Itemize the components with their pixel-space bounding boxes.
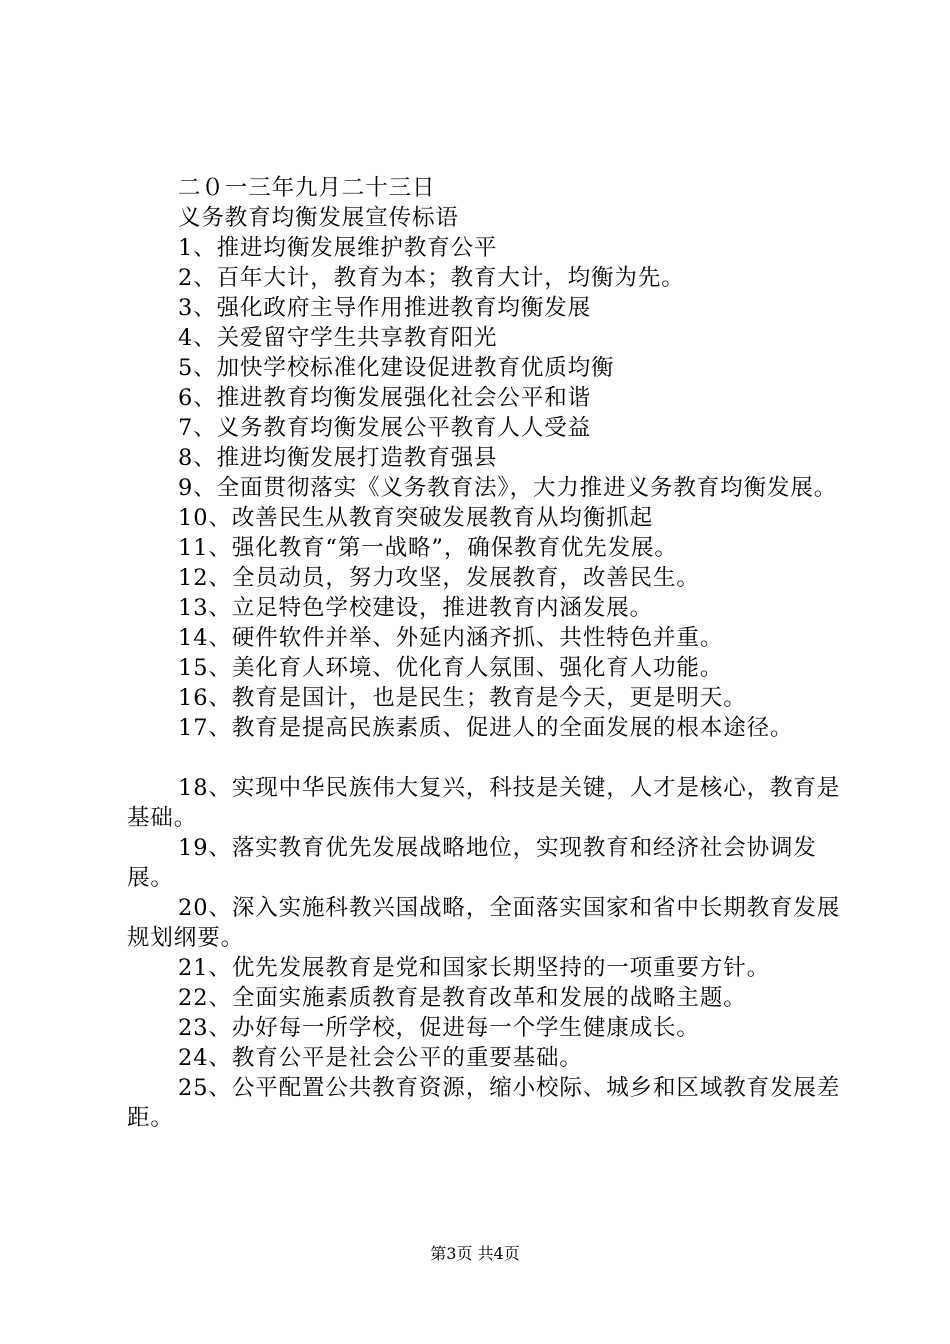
slogan-item: 16、教育是国计，也是民生；教育是今天，更是明天。 — [178, 685, 747, 711]
slogan-item: 19、落实教育优先发展战略地位，实现教育和经济社会协调发展。 — [127, 835, 817, 891]
page-footer: 第3页 共4页 — [430, 1244, 520, 1263]
slogan-item: 13、立足特色学校建设，推进教育内涵发展。 — [178, 595, 654, 621]
slogan-item: 7、义务教育均衡发展公平教育人人受益 — [178, 415, 592, 441]
slogan-item: 25、公平配置公共教育资源，缩小校际、城乡和区域教育发展差距。 — [127, 1075, 841, 1131]
slogan-item: 17、教育是提高民族素质、促进人的全面发展的根本途径。 — [178, 715, 794, 741]
slogan-item: 10、改善民生从教育突破发展教育从均衡抓起 — [178, 505, 654, 531]
slogan-item: 3、强化政府主导作用推进教育均衡发展 — [178, 295, 592, 321]
document-title: 义务教育均衡发展宣传标语 — [178, 205, 459, 231]
slogan-item: 20、深入实施科教兴国战略，全面落实国家和省中长期教育发展规划纲要。 — [127, 895, 841, 951]
slogan-item: 8、推进均衡发展打造教育强县 — [178, 445, 498, 471]
slogan-item: 15、美化育人环境、优化育人氛围、强化育人功能。 — [178, 655, 724, 681]
date-line: 二０一三年九月二十三日 — [178, 175, 436, 201]
slogan-item: 24、教育公平是社会公平的重要基础。 — [178, 1045, 583, 1071]
slogan-item: 21、优先发展教育是党和国家长期坚持的一项重要方针。 — [178, 955, 771, 981]
slogan-item: 6、推进教育均衡发展强化社会公平和谐 — [178, 385, 592, 411]
slogan-item: 22、全面实施素质教育是教育改革和发展的战略主题。 — [178, 985, 747, 1011]
slogan-item: 2、百年大计，教育为本；教育大计，均衡为先。 — [178, 265, 685, 291]
slogan-item: 23、办好每一所学校，促进每一个学生健康成长。 — [178, 1015, 700, 1041]
document-body — [127, 173, 847, 1133]
slogan-item: 9、全面贯彻落实《义务教育法》，大力推进义务教育均衡发展。 — [178, 475, 838, 501]
blank-line — [127, 743, 847, 773]
slogan-item: 1、推进均衡发展维护教育公平 — [178, 235, 498, 261]
slogan-item: 18、实现中华民族伟大复兴，科技是关键，人才是核心，教育是基础。 — [127, 775, 841, 831]
slogan-item: 4、关爱留守学生共享教育阳光 — [178, 325, 498, 351]
slogan-item: 12、全员动员，努力攻坚，发展教育，改善民生。 — [178, 565, 700, 591]
slogan-item: 11、强化教育“第一战略”，确保教育优先发展。 — [178, 535, 678, 561]
slogan-item: 14、硬件软件并举、外延内涵齐抓、共性特色并重。 — [178, 625, 724, 651]
slogan-item: 5、加快学校标准化建设促进教育优质均衡 — [178, 355, 615, 381]
